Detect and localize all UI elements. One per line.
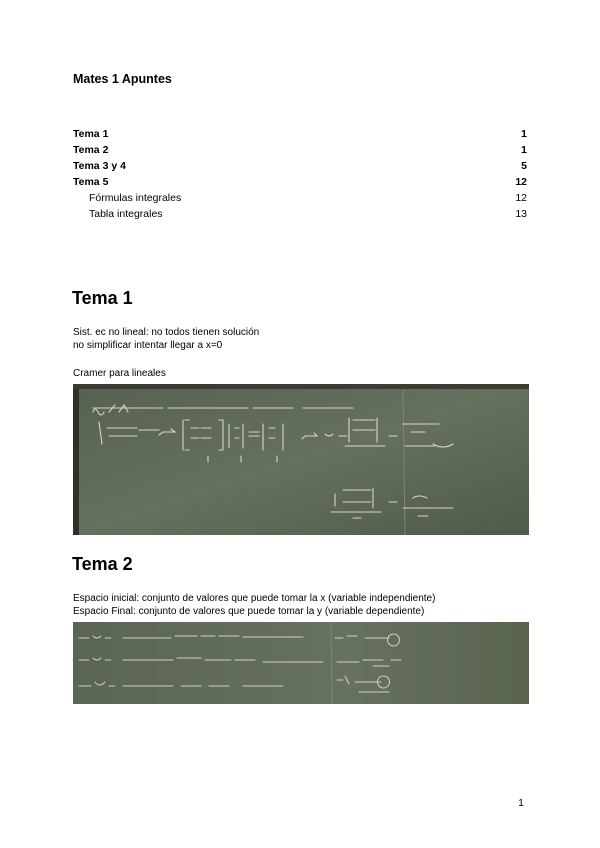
toc-entry[interactable] bbox=[73, 126, 527, 142]
tema2-note-1: Espacio inicial: conjunto de valores que puede tomar la x (variable independiente) bbox=[73, 593, 436, 604]
toc-entry-label: Tema 2 bbox=[73, 144, 109, 156]
section-heading-tema-2: Tema 2 bbox=[72, 554, 133, 574]
page-number: 1 bbox=[518, 797, 524, 809]
tema1-note-2: no simplificar intentar llegar a x=0 bbox=[73, 340, 223, 351]
chalkboard-photo-espacios bbox=[73, 622, 529, 704]
toc-subentry[interactable] bbox=[73, 190, 527, 206]
tema2-note-2: Espacio Final: conjunto de valores que puede tomar la y (variable dependiente) bbox=[73, 606, 425, 617]
toc-entry-page: 5 bbox=[521, 160, 527, 172]
toc-entry-page: 1 bbox=[521, 128, 527, 140]
chalkboard-image bbox=[73, 384, 529, 535]
toc-entry-label: Tema 5 bbox=[73, 176, 109, 188]
section-heading-tema-1: Tema 1 bbox=[72, 288, 133, 308]
chalkboard-photo-cramer bbox=[73, 384, 529, 535]
toc-entry[interactable] bbox=[73, 174, 527, 190]
toc-entry-page: 12 bbox=[515, 176, 527, 188]
document-title: Mates 1 Apuntes bbox=[73, 72, 172, 86]
toc-entry-page: 13 bbox=[515, 208, 527, 220]
toc-entry-label: Tema 1 bbox=[73, 128, 109, 140]
toc-entry-page: 1 bbox=[521, 144, 527, 156]
table-of-contents bbox=[73, 126, 527, 222]
tema1-note-3: Cramer para lineales bbox=[73, 368, 166, 379]
toc-entry-label: Tema 3 y 4 bbox=[73, 160, 126, 172]
toc-entry-page: 12 bbox=[515, 192, 527, 204]
toc-entry-label: Fórmulas integrales bbox=[89, 192, 182, 204]
toc-entry[interactable] bbox=[73, 158, 527, 174]
toc-subentry[interactable] bbox=[73, 206, 527, 222]
toc-entry[interactable] bbox=[73, 142, 527, 158]
chalkboard-image bbox=[73, 622, 529, 704]
toc-entry-label: Tabla integrales bbox=[89, 208, 163, 220]
tema1-note-1: Sist. ec no lineal: no todos tienen solución bbox=[73, 327, 260, 338]
